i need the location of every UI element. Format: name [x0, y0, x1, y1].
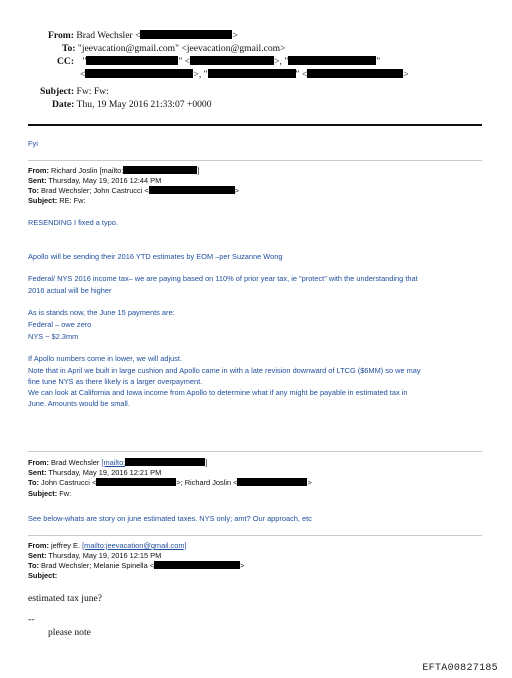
- msg1-subject-label: Subject:: [28, 196, 58, 205]
- msg3-to-close: >: [240, 561, 245, 570]
- msg2-sent-row: [28, 468, 161, 478]
- msg1-line: Federal – owe zero: [28, 320, 92, 329]
- msg2-from-value: Brad Wechsler: [51, 458, 102, 467]
- msg2-mailto-link[interactable]: [mailto:: [101, 458, 126, 467]
- document-id: EFTA00827185: [422, 663, 498, 674]
- redaction-box: [86, 56, 178, 65]
- redaction-box: [85, 69, 193, 78]
- top-cc-row: [57, 56, 380, 68]
- cc-quote: ": [376, 56, 381, 67]
- redaction-box: [125, 458, 208, 467]
- top-cc-row-2: [80, 69, 409, 81]
- cc-sep: >, ": [274, 56, 289, 67]
- msg3-from-value: jeffrey E.: [51, 541, 83, 550]
- msg2-subject-label: Subject:: [28, 489, 58, 498]
- msg1-to-value: Brad Wechsler; John Castrucci <: [41, 186, 149, 195]
- msg3-to-label: To:: [28, 561, 39, 570]
- top-to-label: To:: [62, 43, 76, 54]
- msg1-from-row: [28, 166, 199, 176]
- msg2-to-mid: >; Richard Joslin <: [176, 478, 238, 487]
- msg1-line: Apollo will be sending their 2016 YTD estimates by EOM –per Suzanne Wong: [28, 252, 283, 261]
- msg1-from-label: From:: [28, 166, 49, 175]
- redaction-box: [307, 69, 403, 78]
- msg2-from-close: ]: [205, 458, 208, 467]
- msg2-to-label: To:: [28, 478, 39, 487]
- msg1-line: Federal/ NYS 2016 income tax– we are paying based on 110% of prior year tax, ie "protect" with the understanding that: [28, 274, 418, 283]
- msg1-line: As is stands now, the June 15 payments are:: [28, 308, 175, 317]
- top-date-value: Thu, 19 May 2016 21:33:07 +0000: [76, 99, 212, 110]
- cc-sep: " <: [178, 56, 191, 67]
- redaction-box: [190, 56, 274, 65]
- msg1-subject-row: [28, 196, 86, 206]
- top-from-row: [48, 30, 238, 42]
- msg3-from-row: [28, 541, 187, 551]
- msg2-sent-value: Thursday, May 19, 2016 12:21 PM: [48, 468, 162, 477]
- msg1-line: We can look at California and Iowa income from Apollo to determine what if any might be payable in estimated tax in: [28, 388, 408, 397]
- msg1-line: June. Amounts would be small.: [28, 399, 130, 408]
- redaction-box: [96, 478, 176, 486]
- redaction-box: [149, 186, 235, 194]
- msg1-to-row: [28, 186, 239, 196]
- msg1-line: Note that in April we built in large cushion and Apollo came in with a late revision downward of LTCG ($6MM) so we may: [28, 366, 421, 375]
- top-to-row: [62, 43, 286, 55]
- top-subject-label: Subject:: [40, 86, 75, 97]
- top-cc-label: CC:: [57, 56, 75, 67]
- msg3-to-value: Brad Wechsler; Melanie Spinella <: [41, 561, 155, 570]
- top-date-label: Date:: [52, 99, 75, 110]
- msg2-to-close: >: [307, 478, 312, 487]
- msg1-from-close: ]: [197, 166, 200, 175]
- msg1-to-close: >: [234, 186, 240, 195]
- msg2-subject-value: Fw:: [59, 489, 72, 498]
- msg1-line: 2016 actual will be higher: [28, 286, 112, 295]
- redaction-box: [208, 69, 296, 78]
- redaction-box: [154, 561, 240, 569]
- msg2-to-value: John Castrucci <: [41, 478, 97, 487]
- msg1-sent-row: [28, 176, 161, 186]
- body-intro: Fyi: [28, 139, 38, 148]
- msg3-sent-label: Sent:: [28, 551, 47, 560]
- msg1-subject-value: RE: Fw:: [59, 196, 86, 205]
- msg1-line: RESENDING I fixed a typo.: [28, 218, 118, 227]
- message-divider: [28, 535, 482, 536]
- redaction-box: [140, 30, 232, 39]
- cc-sep: >: [403, 69, 409, 80]
- msg1-sent-label: Sent:: [28, 176, 47, 185]
- top-from-label: From:: [48, 30, 74, 41]
- msg1-line: fine tune NYS as there likely is a larger overpayment.: [28, 377, 203, 386]
- redaction-box: [123, 166, 200, 175]
- msg3-sent-row: [28, 551, 161, 561]
- msg3-subject-label: Subject:: [28, 571, 58, 580]
- msg3-sig-dash: --: [28, 614, 35, 625]
- redaction-box: [288, 56, 376, 65]
- msg3-sent-value: Thursday, May 19, 2016 12:15 PM: [48, 551, 162, 560]
- top-subject-row: [40, 86, 109, 98]
- cc-sep: " <: [295, 69, 308, 80]
- msg1-line: NYS ~ $2.3mm: [28, 332, 79, 341]
- msg3-to-row: [28, 561, 244, 571]
- msg2-from-label: From:: [28, 458, 49, 467]
- message-divider: [28, 451, 482, 452]
- msg2-sent-label: Sent:: [28, 468, 47, 477]
- msg2-from-row: [28, 458, 207, 468]
- redaction-box: [237, 478, 307, 486]
- top-date-row: [52, 99, 212, 111]
- msg1-to-label: To:: [28, 186, 39, 195]
- cc-sep: >, ": [193, 69, 208, 80]
- msg1-from-value: Richard Joslin [mailto:: [51, 166, 124, 175]
- msg3-signature: please note: [48, 627, 91, 638]
- cc-sep: <: [80, 69, 86, 80]
- cc-quote: ": [82, 56, 87, 67]
- msg3-from-label: From:: [28, 541, 49, 550]
- top-from-value: Brad Wechsler <: [76, 30, 141, 41]
- msg3-subject-row: [28, 571, 57, 581]
- msg1-line: If Apollo numbers come in lower, we will adjust.: [28, 354, 183, 363]
- msg2-to-row: [28, 478, 312, 488]
- msg1-sent-value: Thursday, May 19, 2016 12:44 PM: [48, 176, 162, 185]
- top-to-value: "jeevacation@gmail.com" <jeevacation@gmail.com>: [77, 43, 286, 54]
- msg3-body: estimated tax june?: [28, 593, 103, 604]
- header-divider: [28, 124, 482, 126]
- top-from-close: >: [232, 30, 238, 41]
- message-divider: [28, 160, 482, 161]
- msg3-mailto-link[interactable]: [mailto:jeevacation@gmail.com]: [82, 541, 187, 550]
- msg2-subject-row: [28, 489, 71, 499]
- top-subject-value: Fw: Fw:: [76, 86, 109, 97]
- msg2-body-line: See below-whats are story on june estimated taxes. NYS only; amt? Our approach, etc: [28, 514, 312, 523]
